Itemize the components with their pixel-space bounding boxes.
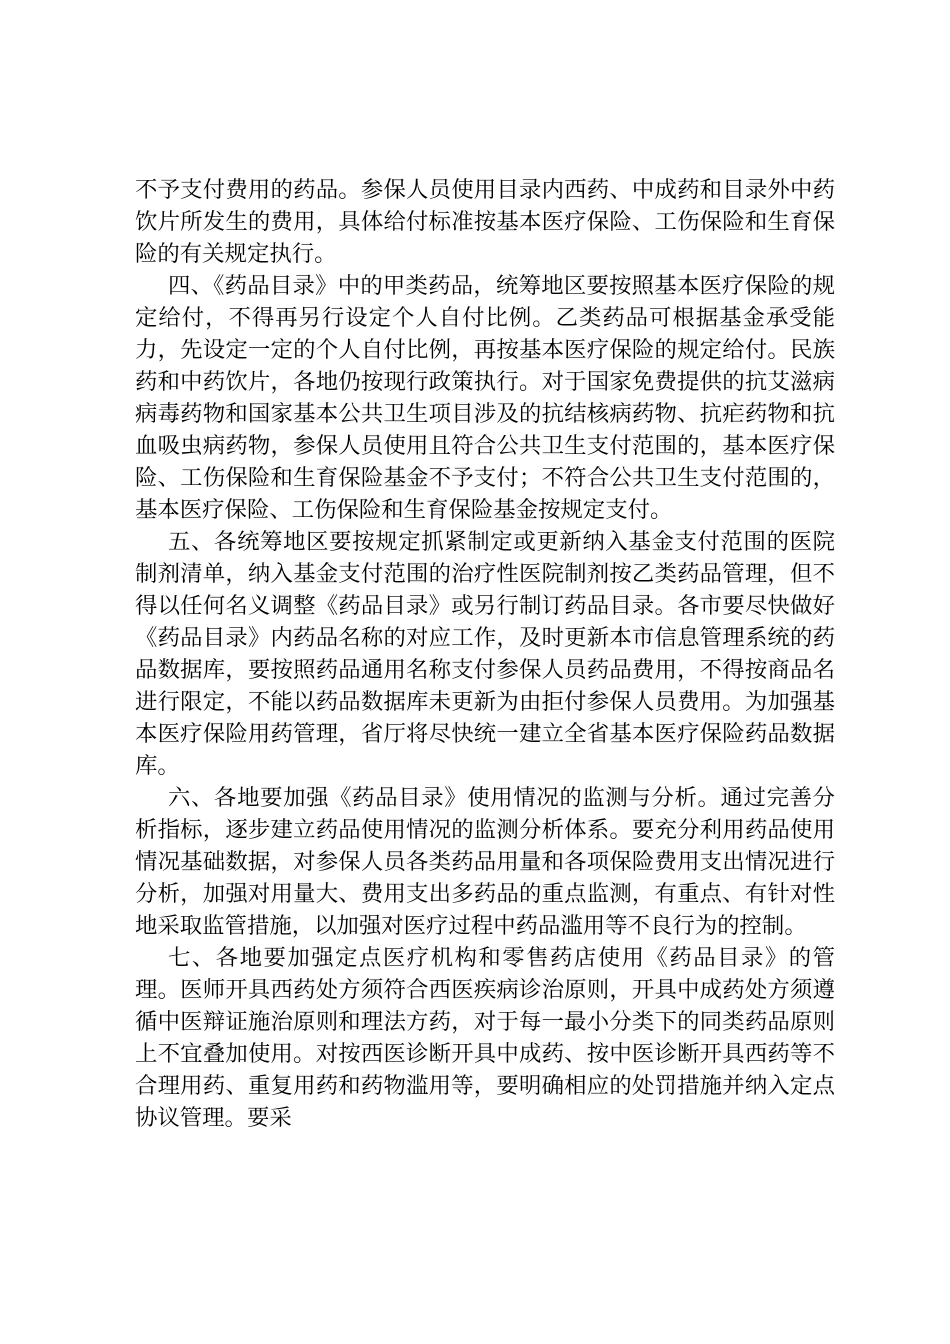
document-body xyxy=(135,174,835,1134)
paragraph-continuation: 不予支付费用的药品。参保人员使用目录内西药、中成药和目录外中药饮片所发生的费用，具体给付标准按基本医疗保险、工伤保险和生育保险的有关规定执行。 xyxy=(135,177,835,267)
paragraph-section-7: 七、各地要加强定点医疗机构和零售药店使用《药品目录》的管理。医师开具西药处方须符合西医疾病诊治原则，开具中成药处方须遵循中医辩证施治原则和理法方药，对于每一最小分类下的同类药品原则上不宜叠加使用。对按西医诊断开具中成药、按中医诊断开具西药等不合理用药、重复用药和药物滥用等，要明确相应的处罚措施并纳入定点协议管理。要采 xyxy=(135,945,835,1131)
paragraph-section-6: 六、各地要加强《药品目录》使用情况的监测与分析。通过完善分析指标，逐步建立药品使用情况的监测分析体系。要充分利用药品使用情况基础数据，对参保人员各类药品用量和各项保险费用支出情况进行分析，加强对用量大、费用支出多药品的重点监测，有重点、有针对性地采取监管措施，以加强对医疗过程中药品滥用等不良行为的控制。 xyxy=(135,785,835,939)
paragraph-section-5: 五、各统筹地区要按规定抓紧制定或更新纳入基金支付范围的医院制剂清单，纳入基金支付范围的治疗性医院制剂按乙类药品管理，但不得以任何名义调整《药品目录》或另行制订药品目录。各市要尽快做好《药品目录》内药品名称的对应工作，及时更新本市信息管理系统的药品数据库，要按照药品通用名称支付参保人员药品费用，不得按商品名进行限定，不能以药品数据库未更新为由拒付参保人员费用。为加强基本医疗保险用药管理，省厅将尽快统一建立全省基本医疗保险药品数据库。 xyxy=(135,529,835,779)
paragraph-section-4: 四、《药品目录》中的甲类药品，统筹地区要按照基本医疗保险的规定给付，不得再另行设定个人自付比例。乙类药品可根据基金承受能力，先设定一定的个人自付比例，再按基本医疗保险的规定给付。民族药和中药饮片，各地仍按现行政策执行。对于国家免费提供的抗艾滋病病毒药物和国家基本公共卫生项目涉及的抗结核病药物、抗疟药物和抗血吸虫病药物，参保人员使用且符合公共卫生支付范围的，基本医疗保险、工伤保险和生育保险基金不予支付；不符合公共卫生支付范围的，基本医疗保险、工伤保险和生育保险基金按规定支付。 xyxy=(135,273,835,523)
